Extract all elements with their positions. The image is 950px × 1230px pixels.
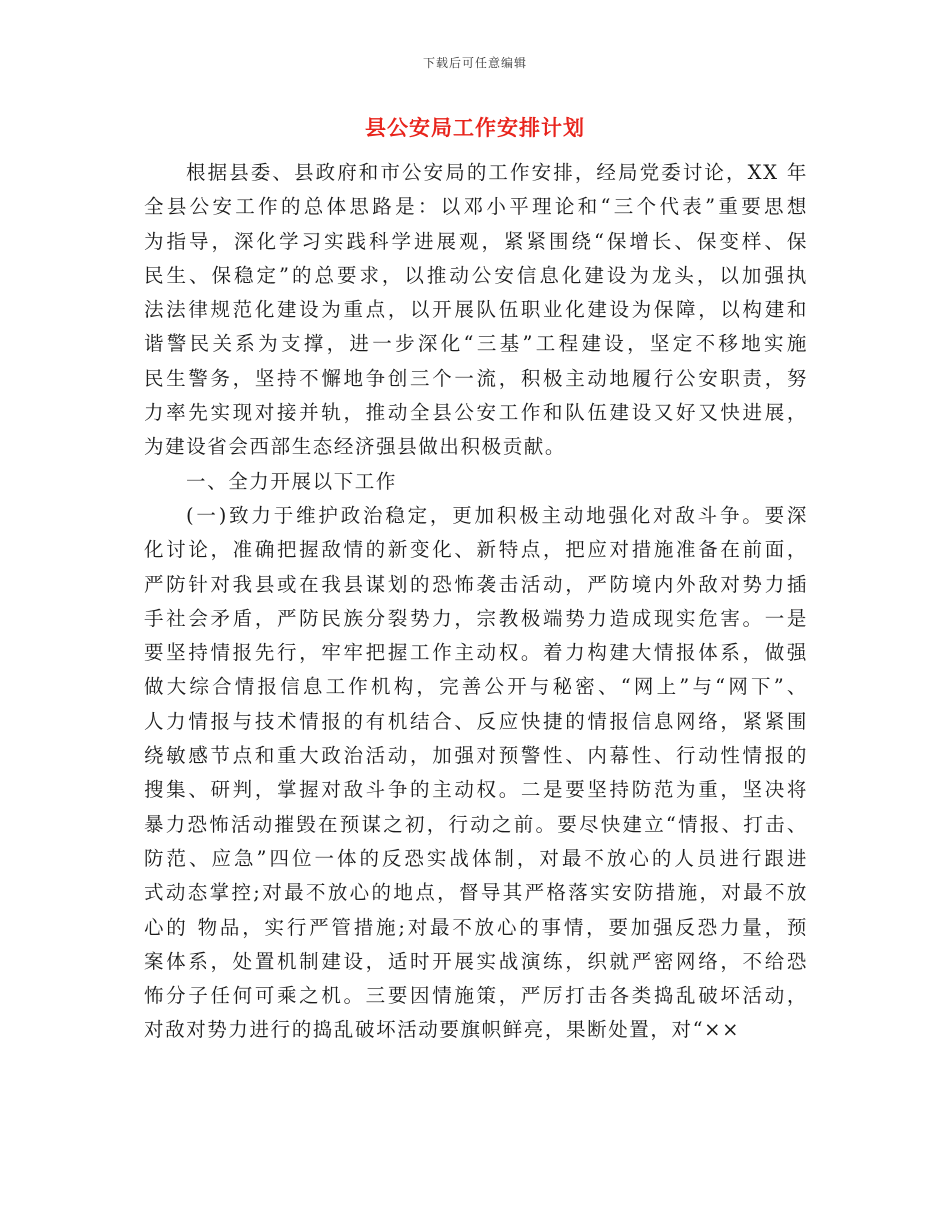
text-line: 对敌对势力进行的捣乱破坏活动要旗帜鲜亮，果断处置，对“×× — [144, 1018, 741, 1042]
paragraph-intro — [144, 156, 808, 465]
section-heading — [144, 465, 808, 499]
text-line: 怖分子任何可乘之机。三要因情施策，严厉打击各类捣乱破坏活动， — [144, 984, 808, 1008]
text-line: 暴力恐怖活动摧毁在预谋之初，行动之前。要尽快建立“情报、打击、 — [144, 812, 808, 836]
text-line: 一、全力开展以下工作 — [186, 469, 398, 493]
text-line: 人力情报与技术情报的有机结合、反应快捷的情报信息网络，紧紧围 — [144, 709, 808, 733]
text-line: 根据县委、县政府和市公安局的工作安排，经局党委讨论，XX 年 — [186, 161, 808, 184]
text-line: 做大综合情报信息工作机构，完善公开与秘密、“网上”与“网下”、 — [144, 675, 808, 699]
text-line: 法法律规范化建设为重点，以开展队伍职业化建设为保障，以构建和 — [144, 298, 808, 322]
text-line: 为指导，深化学习实践科学进展观，紧紧围绕“保增长、保变样、保 — [144, 229, 808, 253]
text-line: 化讨论，准确把握敌情的新变化、新特点，把应对措施准备在前面， — [144, 538, 808, 562]
text-line: 心的 物品，实行严管措施;对最不放心的事情，要加强反恐力量，预 — [144, 915, 808, 939]
text-line: 要坚持情报先行，牢牢把握工作主动权。着力构建大情报体系，做强 — [144, 641, 808, 665]
text-line: 防范、应急”四位一体的反恐实战体制，对最不放心的人员进行跟进 — [144, 846, 808, 870]
text-line: 式动态掌控;对最不放心的地点，督导其严格落实安防措施，对最不放 — [144, 881, 808, 905]
text-line: 绕敏感节点和重大政治活动，加强对预警性、内幕性、行动性情报的 — [144, 744, 808, 768]
text-line: 民生、保稳定”的总要求，以推动公安信息化建设为龙头，以加强执 — [144, 263, 808, 287]
header-note: 下载后可任意编辑 — [422, 56, 527, 70]
text-line: 案体系，处置机制建设，适时开展实战演练，织就严密网络，不给恐 — [144, 949, 808, 973]
paragraph-section-1 — [144, 499, 808, 1048]
text-line: 力率先实现对接并轨，推动全县公安工作和队伍建设又好又快进展， — [144, 401, 808, 425]
text-line: 搜集、研判，掌握对敌斗争的主动权。二是要坚持防范为重，坚决将 — [144, 778, 808, 802]
document-body — [144, 156, 808, 1048]
text-line: 全县公安工作的总体思路是：以邓小平理论和“三个代表”重要思想 — [144, 195, 808, 219]
text-line: 手社会矛盾，严防民族分裂势力，宗教极端势力造成现实危害。一是 — [144, 606, 808, 630]
text-line: 民生警务，坚持不懈地争创三个一流，积极主动地履行公安职责，努 — [144, 366, 808, 390]
document-title: 县公安局工作安排计划 — [365, 115, 585, 140]
text-line: 为建设省会西部生态经济强县做出积极贡献。 — [144, 435, 567, 459]
text-line: (一)致力于维护政治稳定，更加积极主动地强化对敌斗争。要深 — [186, 503, 808, 527]
text-line: 严防针对我县或在我县谋划的恐怖袭击活动，严防境内外敌对势力插 — [144, 572, 808, 596]
text-line: 谐警民关系为支撑，进一步深化“三基”工程建设，坚定不移地实施 — [144, 332, 808, 356]
